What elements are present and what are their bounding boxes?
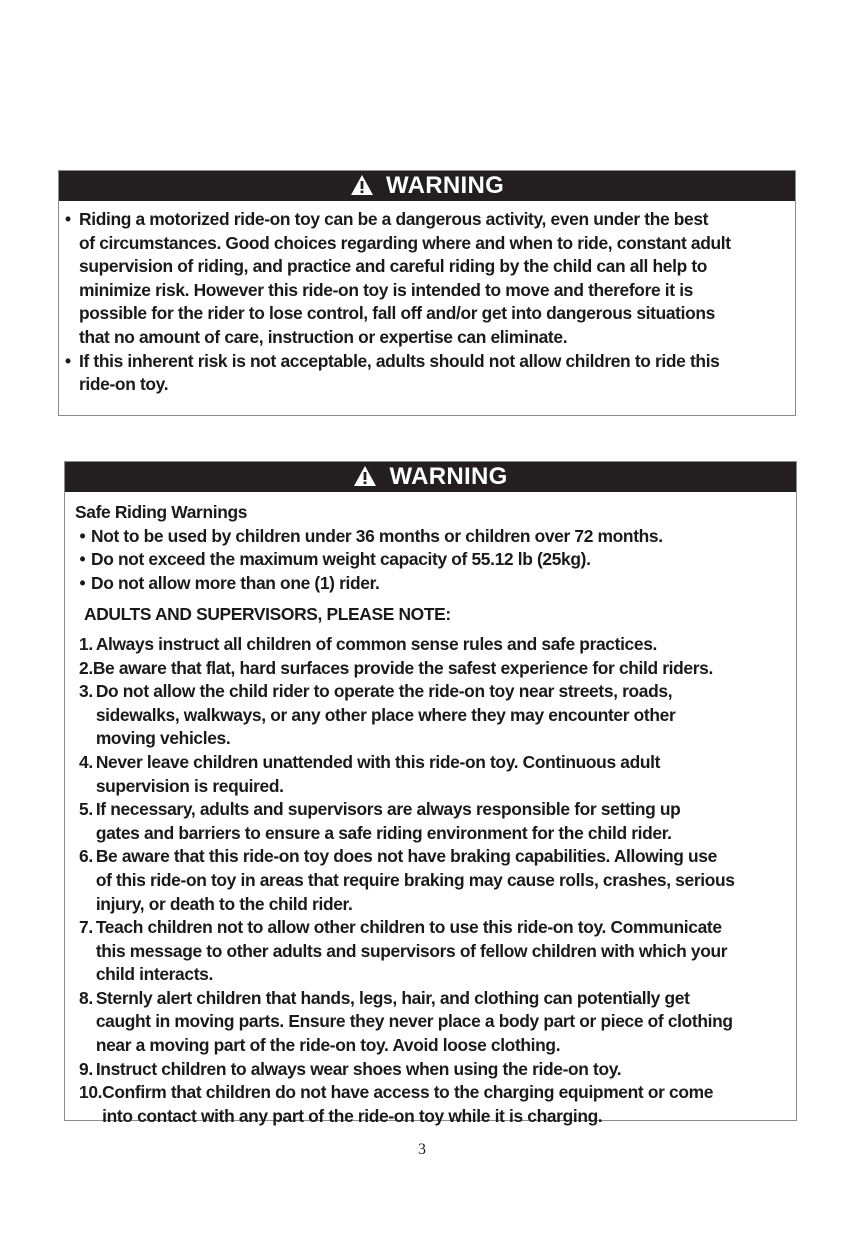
warning-box-1 [58, 170, 796, 416]
warning-triangle-icon [350, 174, 374, 196]
bullet-item: • Riding a motorized ride-on toy can be a dangerous activity, even under the best of circumstances. Good choices regarding where and when to ride, constant adult supervision of riding, and practice and careful riding by the child can all help to minimize risk. However this ride-on toy is intended to move and therefore it is possible for the rider to lose control, fall off and/or get into dangerous situations that no amount of care, instruction or expertise can eliminate. [65, 208, 795, 350]
adults-note-heading: ADULTS AND SUPERVISORS, PLEASE NOTE: [84, 604, 451, 625]
text-line: possible for the rider to lose control, fall off and/or get into dangerous situations [79, 303, 715, 324]
list-item: 10. Confirm that children do not have access to the charging equipment or come into contact with any part of the ride-on toy while it is charging. [79, 1082, 714, 1126]
list-item: 6. Be aware that this ride-on toy does not have braking capabilities. Allowing use of this ride-on toy in areas that require braking may cause rolls, crashes, serious injury, or death to the child rider. [79, 846, 735, 914]
warning-triangle-icon [353, 465, 377, 487]
warning-box-2 [64, 461, 797, 1126]
text-line: supervision of riding, and practice and careful riding by the child can all help to [79, 256, 708, 277]
list-item: 3. Do not allow the child rider to operate the ride-on toy near streets, roads, sidewalks, walkways, or any other place where they may encounter other moving vehicles. [79, 681, 676, 749]
text-line: minimize risk. However this ride-on toy is intended to move and therefore it is [79, 279, 694, 300]
list-item: 9. Instruct children to always wear shoes when using the ride-on toy. [79, 1058, 622, 1079]
list-item: 8. Sternly alert children that hands, legs, hair, and clothing can potentially get caught in moving parts. Ensure they never place a body part or piece of clothing near a moving part of the ride-on toy. Avoid loose clothing. [79, 987, 733, 1056]
text-line: that no amount of care, instruction or expertise can eliminate. [79, 326, 568, 347]
warning-title-2: WARNING [389, 463, 508, 490]
warning-content-2 [65, 492, 796, 1128]
safe-bullet: • Do not allow more than one (1) rider. [75, 572, 380, 593]
list-item: 2. Be aware that flat, hard surfaces provide the safest experience for child riders. [79, 657, 713, 678]
bullet-item: • If this inherent risk is not acceptable, adults should not allow children to ride this ride-on toy. [65, 350, 795, 397]
warning-title-1: WARNING [385, 172, 505, 199]
safe-bullet: • Do not exceed the maximum weight capacity of 55.12 lb (25kg). [75, 549, 591, 570]
safe-bullet: • Not to be used by children under 36 months or children over 72 months. [75, 525, 663, 546]
list-item: 4. Never leave children unattended with this ride-on toy. Continuous adult supervision is required. [79, 751, 661, 796]
page-number: 3 [418, 1141, 426, 1158]
list-item: 7. Teach children not to allow other children to use this ride-on toy. Communicate this message to other adults and supervisors of fellow children with which your child interacts. [79, 917, 728, 985]
list-item: 1. Always instruct all children of common sense rules and safe practices. [79, 633, 657, 654]
text-line: ride-on toy. [79, 374, 169, 395]
warning-content-1 [59, 201, 795, 397]
text-line: of circumstances. Good choices regarding where and when to ride, constant adult [79, 232, 731, 253]
warning-banner-2 [65, 462, 796, 492]
warning-banner-1 [59, 171, 795, 201]
safe-riding-heading: Safe Riding Warnings [75, 502, 248, 522]
list-item: 5. If necessary, adults and supervisors are always responsible for setting up gates and barriers to ensure a safe riding environment for the child rider. [79, 799, 681, 843]
text-line: If this inherent risk is not acceptable, adults should not allow children to ride this [79, 350, 720, 371]
text-line: Riding a motorized ride-on toy can be a dangerous activity, even under the best [79, 209, 709, 229]
